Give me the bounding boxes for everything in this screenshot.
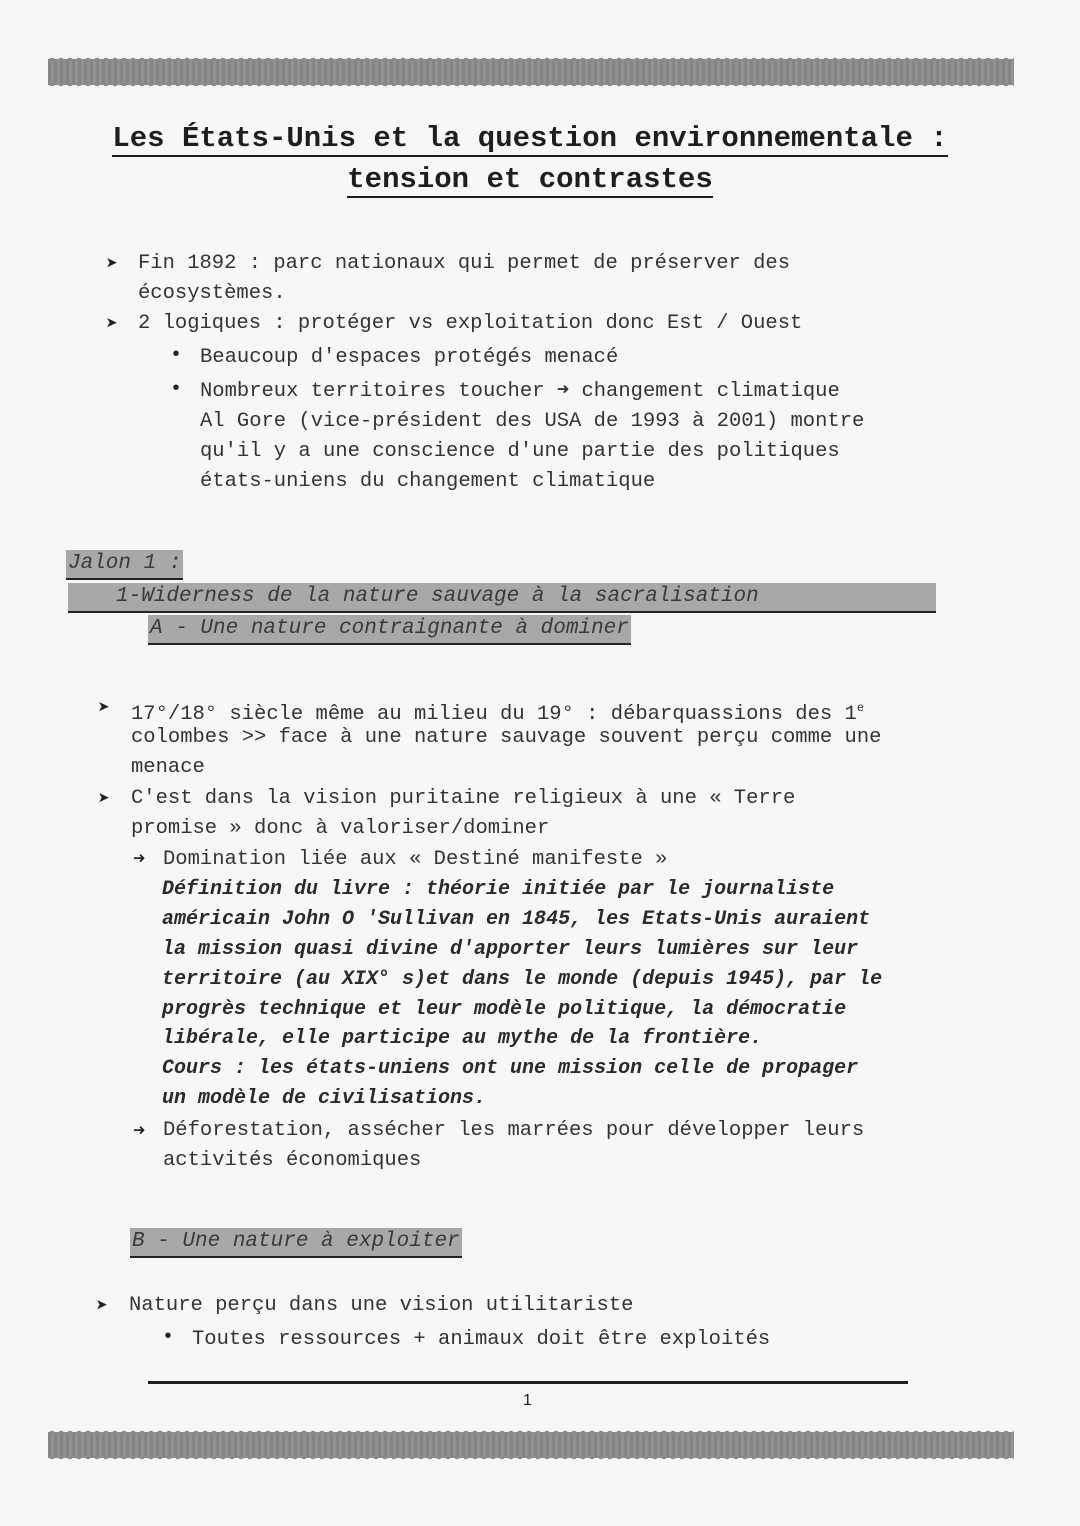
definition-line-5: progrès technique et leur modèle politique, la démocratie (162, 998, 847, 1021)
course-note-line-2: un modèle de civilisations. (162, 1087, 487, 1110)
footer-rule (148, 1381, 908, 1384)
arrowhead-bullet-icon: ➤ (98, 789, 111, 812)
arrowhead-bullet-icon: ➤ (106, 254, 119, 277)
section-a-arrow-2-line-2: activités économiques (163, 1149, 422, 1172)
intro-bullet-2: 2 logiques : protéger vs exploitation donc Est / Ouest (138, 312, 803, 335)
top-decorative-band (48, 59, 1014, 85)
title-line-2: tension et contrastes (347, 163, 713, 196)
section-a-arrow-1: Domination liée aux « Destiné manifeste » (163, 848, 668, 871)
arrowhead-bullet-icon: ➤ (98, 698, 111, 721)
intro-sub-bullet-2-line-4: états-uniens du changement climatique (200, 470, 656, 493)
right-arrow-icon: ➜ (556, 380, 570, 403)
jalon-heading: Jalon 1 : (66, 550, 183, 580)
part-a-heading: A - Une nature contraignante à dominer (148, 615, 631, 645)
definition-line-1: Définition du livre : théorie initiée par le journaliste (162, 878, 835, 901)
part-1-heading: 1-Widerness de la nature sauvage à la sacralisation (68, 583, 936, 613)
section-a-bullet-1-line-2: colombes >> face à une nature sauvage souvent perçu comme une (131, 726, 882, 749)
section-a-bullet-1-line-1: 17°/18° siècle même au milieu du 19° : débarquassions des 1e (131, 701, 865, 726)
title-line-1: Les États-Unis et la question environnementale : (112, 122, 948, 155)
intro-sub-bullet-2-line-1: Nombreux territoires toucher ➜ changement climatique (200, 380, 840, 403)
section-a-bullet-2-line-2: promise » donc à valoriser/dominer (131, 817, 550, 840)
intro-sub-bullet-2-line-2: Al Gore (vice-président des USA de 1993 à 2001) montre (200, 410, 865, 433)
intro-bullet-1-line-2: écosystèmes. (138, 282, 286, 305)
section-b-bullet-1: Nature perçu dans une vision utilitariste (129, 1294, 634, 1317)
definition-line-2: américain John O 'Sullivan en 1845, les Etats-Unis auraient (162, 908, 871, 931)
dot-bullet-icon: • (162, 1326, 175, 1349)
intro-sub-bullet-1: Beaucoup d'espaces protégés menacé (200, 346, 619, 369)
section-a-bullet-2-line-1: C'est dans la vision puritaine religieux à une « Terre (131, 787, 796, 810)
definition-line-3: la mission quasi divine d'apporter leurs lumières sur leur (162, 938, 859, 961)
right-arrow-icon: ➜ (133, 849, 146, 872)
intro-sub-bullet-2-line-3: qu'il y a une conscience d'une partie des politiques (200, 440, 840, 463)
dot-bullet-icon: • (170, 344, 183, 367)
section-b-sub-bullet-1: Toutes ressources + animaux doit être exploités (192, 1328, 771, 1351)
section-a-arrow-2-line-1: Déforestation, assécher les marrées pour développer leurs (163, 1119, 865, 1142)
arrowhead-bullet-icon: ➤ (106, 314, 119, 337)
dot-bullet-icon: • (170, 378, 183, 401)
definition-line-4: territoire (au XIX° s)et dans le monde (depuis 1945), par le (162, 968, 883, 991)
section-a-bullet-1-line-3: menace (131, 756, 205, 779)
part-b-heading: B - Une nature à exploiter (130, 1228, 462, 1258)
arrowhead-bullet-icon: ➤ (96, 1296, 109, 1319)
definition-line-6: libérale, elle participe au mythe de la frontière. (162, 1027, 763, 1050)
intro-bullet-1-line-1: Fin 1892 : parc nationaux qui permet de préserver des (138, 252, 791, 275)
page-title (70, 118, 990, 200)
bottom-decorative-band (48, 1432, 1014, 1458)
right-arrow-icon: ➜ (133, 1121, 146, 1144)
course-note-line-1: Cours : les états-uniens ont une mission celle de propager (162, 1057, 859, 1080)
page-number: 1 (523, 1392, 532, 1409)
